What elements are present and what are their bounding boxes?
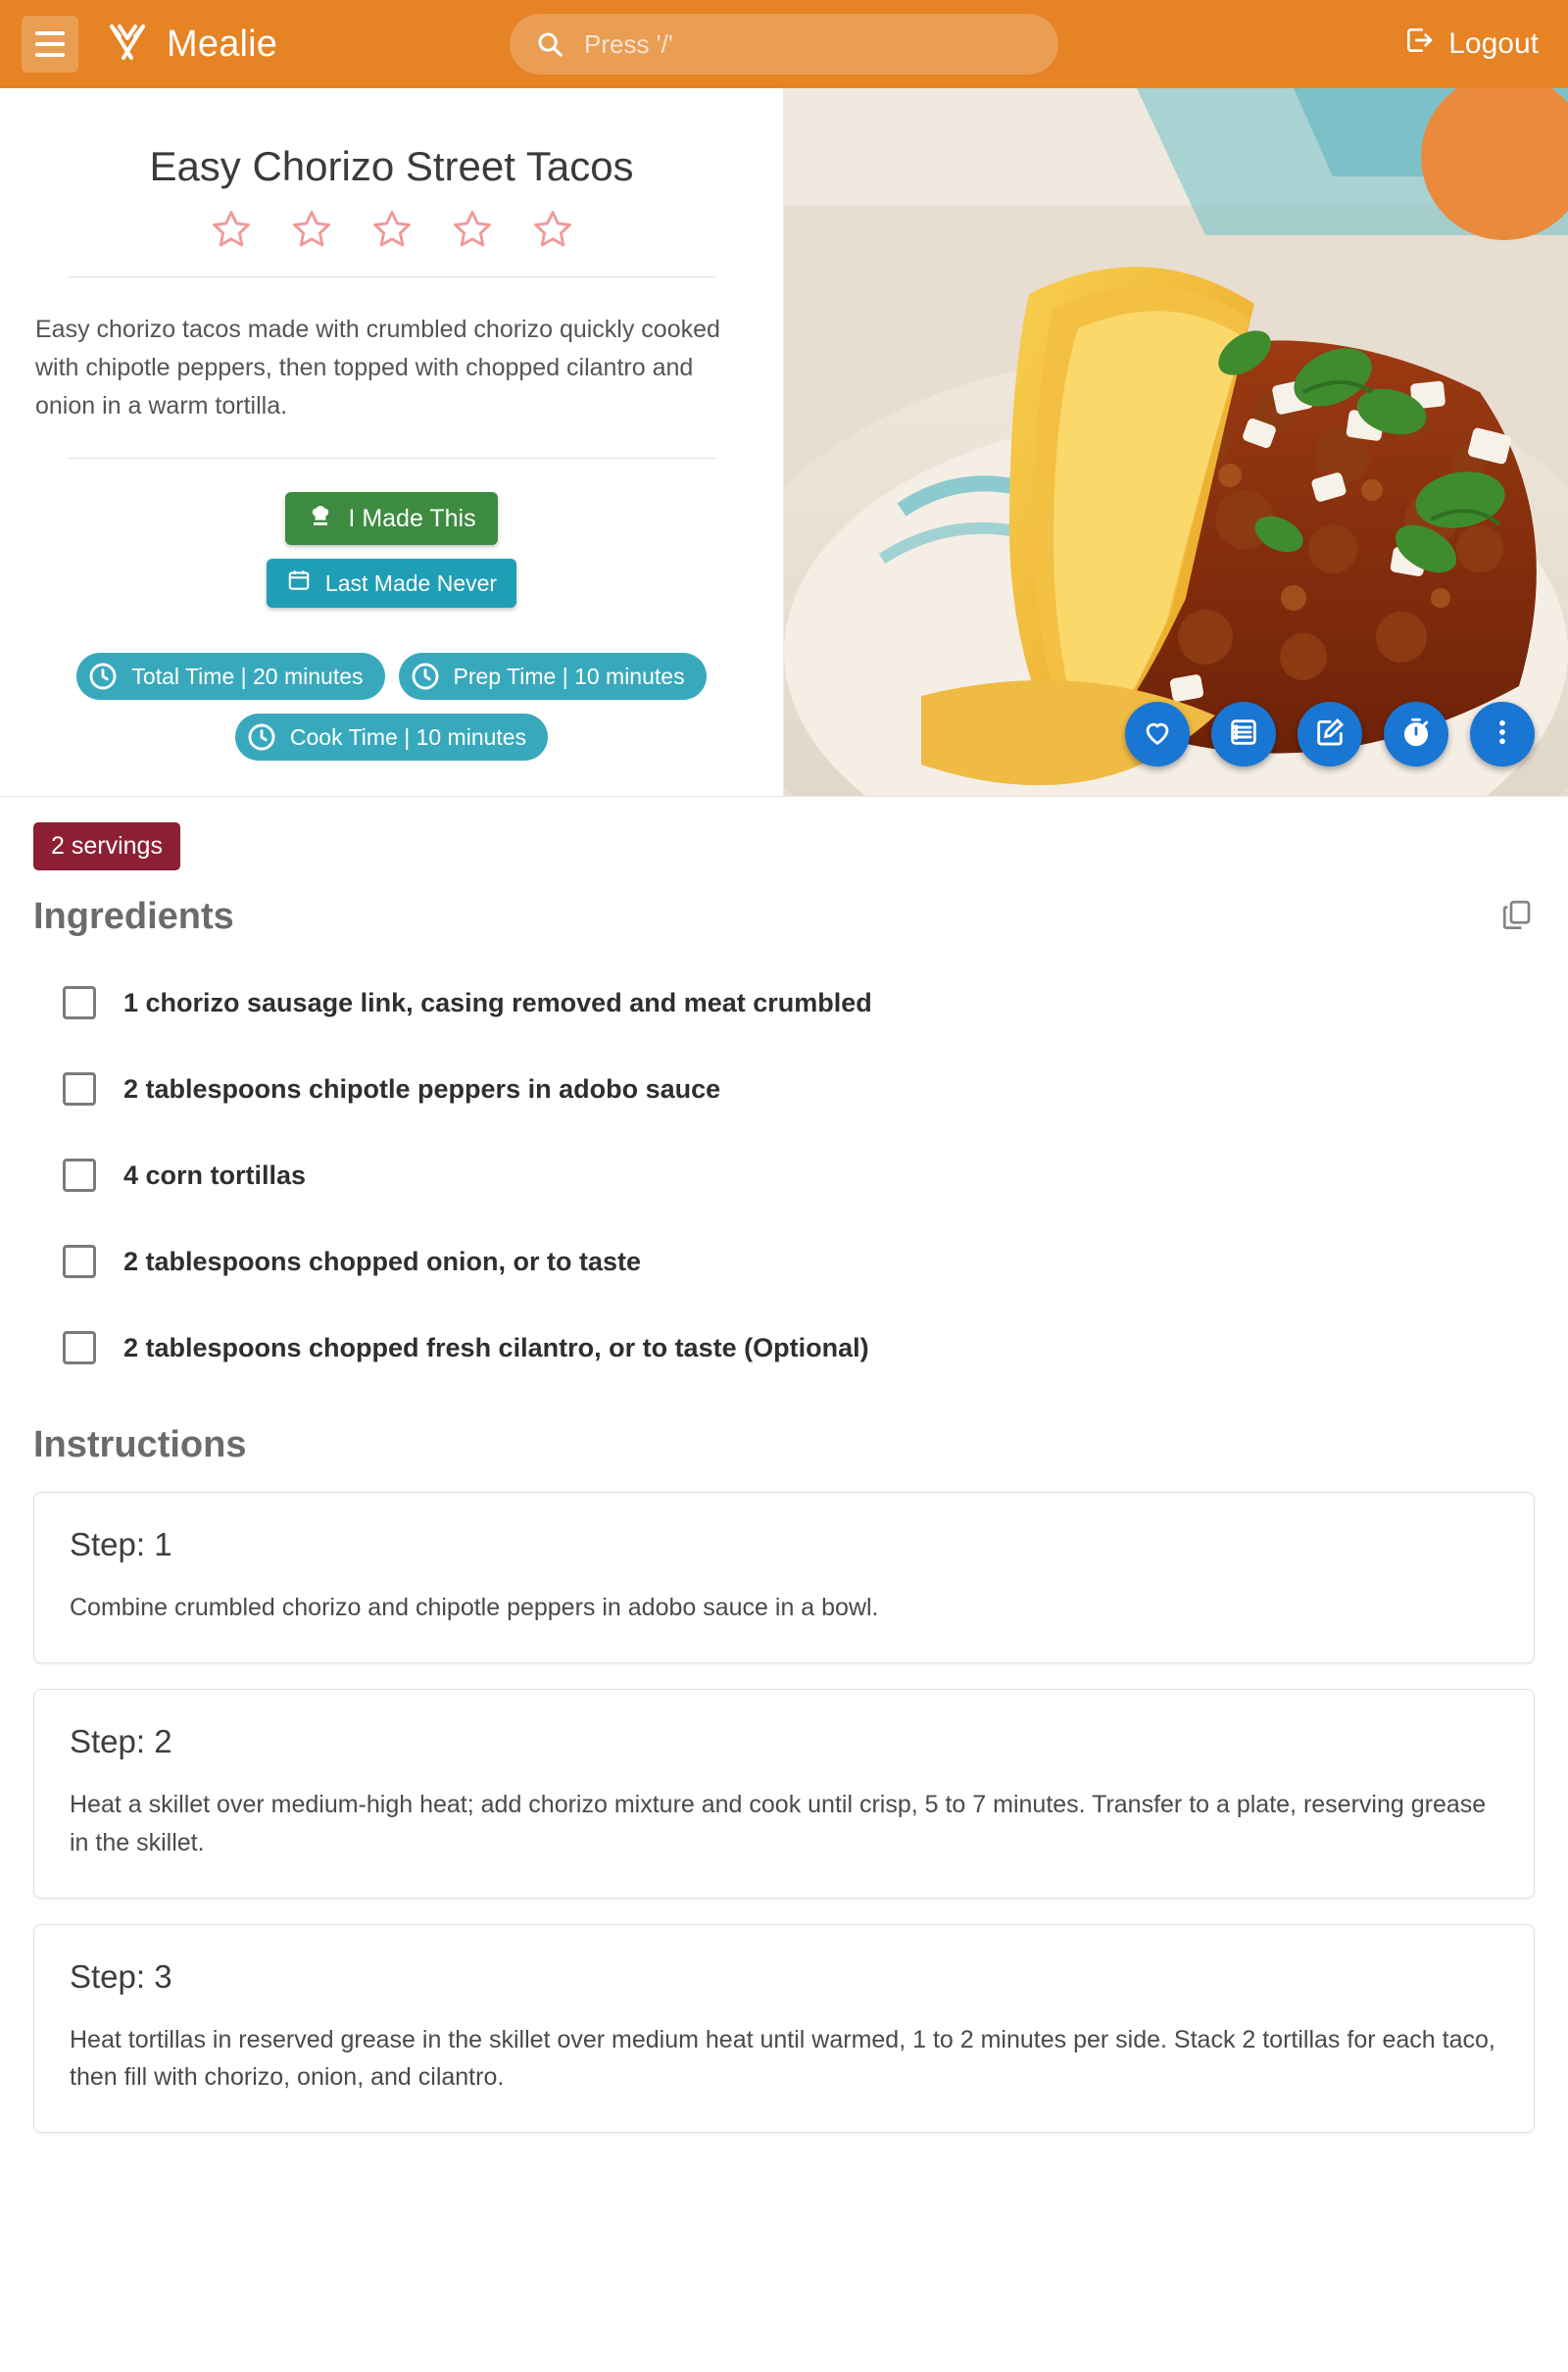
servings-row (0, 797, 1568, 870)
recipe-photo (784, 88, 1568, 796)
cook-time-chip[interactable] (235, 714, 548, 761)
rating-stars[interactable] (33, 208, 750, 251)
brand-title: Mealie (167, 23, 278, 65)
action-button-group (33, 492, 750, 608)
page-title: Easy Chorizo Street Tacos (149, 143, 634, 189)
logout-label: Logout (1448, 27, 1539, 60)
hamburger-bar (35, 42, 65, 46)
list-item[interactable] (63, 1132, 1535, 1218)
instructions-header (0, 1391, 1568, 1466)
ingredient-label: 2 tablespoons chopped onion, or to taste (123, 1246, 642, 1276)
total-time-label: Total Time | 20 minutes (131, 663, 364, 689)
rating-star-5[interactable] (531, 208, 574, 251)
ingredient-checkbox[interactable] (63, 1245, 96, 1278)
i-made-this-button[interactable] (285, 492, 497, 545)
search-icon (535, 29, 564, 59)
hamburger-bar (35, 31, 65, 35)
ingredient-label: 4 corn tortillas (123, 1160, 307, 1190)
step-card[interactable] (33, 1689, 1535, 1899)
list-item[interactable] (63, 1305, 1535, 1391)
step-title: Step: 1 (70, 1526, 172, 1563)
cook-time-label: Cook Time | 10 minutes (289, 723, 527, 750)
ingredients-title: Ingredients (33, 896, 234, 938)
list-item[interactable] (63, 1046, 1535, 1132)
instructions-title: Instructions (33, 1424, 247, 1466)
last-made-button[interactable] (267, 559, 516, 608)
timer-icon (1399, 716, 1433, 754)
clock-icon (409, 660, 442, 693)
ingredient-label: 1 chorizo sausage link, casing removed and meat crumbled (123, 987, 872, 1017)
last-made-label: Last Made Never (324, 569, 498, 596)
ingredient-checkbox[interactable] (63, 986, 96, 1019)
fork-knife-icon (104, 21, 151, 68)
ingredient-checkbox[interactable] (63, 1331, 96, 1364)
shopping-list-button[interactable] (1211, 702, 1276, 766)
step-title: Step: 2 (70, 1723, 172, 1759)
hamburger-bar (35, 53, 65, 57)
prep-time-label: Prep Time | 10 minutes (453, 663, 685, 689)
list-item[interactable] (63, 1218, 1535, 1305)
ingredients-list (0, 938, 1568, 1391)
logout-icon (1403, 25, 1435, 64)
step-card[interactable] (33, 1924, 1535, 2134)
image-action-buttons (1125, 702, 1535, 766)
divider-top (68, 276, 715, 277)
prep-time-chip[interactable] (399, 653, 707, 700)
rating-star-3[interactable] (370, 208, 414, 251)
step-text: Heat a skillet over medium-high heat; add chorizo mixture and cook until crisp, 5 to 7 minutes. Transfer to a plate, reserving grease in the skillet. (70, 1791, 1487, 1856)
dots-vertical-icon (1486, 716, 1519, 754)
divider-bottom (68, 458, 715, 459)
servings-badge[interactable]: 2 servings (33, 822, 180, 870)
copy-icon[interactable] (1499, 897, 1535, 937)
heart-icon (1141, 716, 1174, 754)
recipe-image (784, 88, 1568, 796)
total-time-chip[interactable] (76, 653, 384, 700)
time-chip-group (33, 653, 750, 761)
clock-icon (245, 720, 278, 754)
hamburger-icon[interactable] (22, 16, 78, 73)
search-input[interactable] (582, 28, 1033, 61)
favorite-button[interactable] (1125, 702, 1190, 766)
step-text: Combine crumbled chorizo and chipotle peppers in adobo sauce in a bowl. (70, 1594, 879, 1622)
recipe-description: Easy chorizo tacos made with crumbled chorizo quickly cooked with chipotle peppers, then topped with chopped cilantro and onion in a warm tortilla. (35, 316, 720, 420)
recipe-hero (0, 88, 1568, 797)
ingredient-label: 2 tablespoons chipotle peppers in adobo sauce (123, 1073, 721, 1104)
step-card[interactable] (33, 1492, 1535, 1663)
rating-star-1[interactable] (210, 208, 253, 251)
step-text: Heat tortillas in reserved grease in the skillet over medium heat until warmed, 1 to 2 minutes per side. Stack 2 tortillas for each taco, then fill with chorizo, onion, and cilantro. (70, 2025, 1495, 2092)
logout-button[interactable] (1403, 25, 1539, 64)
app-bar (0, 0, 1568, 88)
ingredient-checkbox[interactable] (63, 1159, 96, 1192)
chef-hat-icon (307, 502, 334, 536)
list-icon (1227, 716, 1260, 754)
timer-button[interactable] (1384, 702, 1448, 766)
calendar-icon (286, 568, 312, 599)
i-made-this-label: I Made This (348, 504, 476, 532)
recipe-summary-panel (0, 88, 784, 796)
more-options-button[interactable] (1470, 702, 1535, 766)
edit-button[interactable] (1298, 702, 1362, 766)
pencil-square-icon (1313, 716, 1347, 754)
step-title: Step: 3 (70, 1957, 172, 1995)
clock-icon (86, 660, 120, 693)
ingredient-checkbox[interactable] (63, 1072, 96, 1106)
rating-star-2[interactable] (290, 208, 333, 251)
list-item[interactable] (63, 960, 1535, 1046)
search-box[interactable] (510, 14, 1058, 74)
rating-star-4[interactable] (451, 208, 494, 251)
instruction-steps (0, 1466, 1568, 2198)
ingredients-header (0, 870, 1568, 938)
ingredient-label: 2 tablespoons chopped fresh cilantro, or to taste (Optional) (123, 1332, 869, 1362)
